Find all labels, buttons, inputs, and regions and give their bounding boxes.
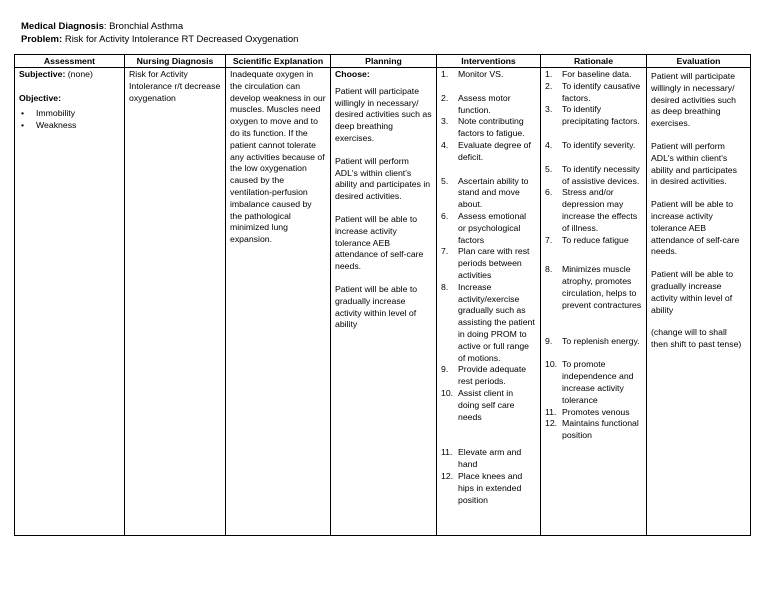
column-header-rationale: Rationale — [541, 55, 647, 68]
list-item — [441, 447, 536, 471]
item-text: To replenish energy. — [562, 335, 640, 346]
rationale-list — [545, 69, 642, 442]
item-text: For baseline data. — [562, 69, 632, 79]
subjective-value: (none) — [65, 69, 93, 79]
item-number: 11. — [545, 406, 557, 417]
list-item — [441, 93, 536, 117]
evaluation-item: Patient will participate willingly in necessary/ desired activities such as deep breathing exercises. — [651, 71, 736, 129]
nursing-care-plan-table — [14, 54, 751, 536]
list-item — [545, 359, 642, 406]
list-item — [441, 69, 536, 81]
list-item: • Immobility — [19, 107, 120, 119]
item-number: 2. — [545, 80, 553, 91]
item-text: Maintains functional position — [562, 418, 639, 441]
list-item — [441, 246, 536, 281]
item-text: Stress and/or depression may increase the effects of illness. — [562, 187, 638, 233]
evaluation-note: (change will to shall then shift to past tense) — [651, 327, 742, 350]
planning-goal: Patient will be able to gradually increase activity within level of ability — [335, 283, 418, 330]
item-number: 5. — [441, 175, 449, 186]
scientific-explanation-cell — [226, 68, 331, 536]
item-text: Minimizes muscle atrophy, promotes circulation, helps to prevent contractures — [562, 264, 642, 310]
planning-goal: Patient will perform ADL's within client's ability and participates in desired activities. — [335, 155, 431, 202]
item-text: Promotes venous — [562, 406, 630, 417]
objective-label: Objective: — [19, 92, 62, 103]
planning-goal: Patient will be able to increase activity tolerance AEB attendance of self-care needs. — [335, 213, 424, 272]
item-number: 7. — [441, 246, 449, 257]
item-number: 10. — [545, 359, 558, 370]
item-text: To identify necessity of assistive devices. — [562, 163, 640, 186]
list-item — [441, 211, 536, 246]
medical-diagnosis-value: : Bronchial Asthma — [103, 21, 184, 32]
list-item — [441, 471, 536, 506]
item-number: 1. — [545, 69, 553, 79]
list-item — [545, 187, 642, 234]
item-text: Increase activity/exercise gradually such as assisting the patient in doing PROM to active or full range of motions. — [458, 281, 535, 363]
item-number: 3. — [545, 104, 553, 115]
scientific-explanation-text: Inadequate oxygen in the circulation can develop weakness in our muscles. Muscles need oxygen to move and to do its function. If the patient cannot tolerate any activities because of the low oxygenation caused by the ventilation-perfusion imbalance caused by the pathological minimized lung expansion. — [230, 69, 326, 245]
item-text: Plan care with rest periods between activities — [458, 246, 530, 280]
item-number: 8. — [545, 264, 553, 275]
list-item: • Weakness — [19, 119, 120, 131]
item-number: 5. — [545, 163, 553, 174]
item-text: To reduce fatigue — [562, 234, 629, 245]
item-text: To promote independence and increase activity tolerance — [562, 359, 634, 405]
medical-diagnosis-line — [21, 21, 183, 33]
table-header-row — [15, 55, 751, 68]
column-header-nursing-diagnosis: Nursing Diagnosis — [125, 55, 226, 68]
list-item — [441, 364, 536, 388]
item-text: To identify precipitating factors. — [562, 104, 640, 127]
item-text: Assess emotional or psychological factors — [458, 210, 527, 245]
list-item — [441, 282, 536, 365]
item-number: 4. — [441, 139, 449, 150]
item-text: Monitor VS. — [458, 69, 504, 79]
item-text: To identify severity. — [562, 139, 636, 150]
item-text: Assess motor function. — [458, 92, 511, 115]
item-text: Elevate arm and hand — [458, 447, 522, 470]
list-item — [545, 69, 642, 81]
rationale-cell — [541, 68, 647, 536]
subjective-line — [19, 69, 120, 81]
problem-value: Risk for Activity Intolerance RT Decreased Oxygenation — [62, 34, 299, 45]
column-header-evaluation: Evaluation — [647, 55, 751, 68]
column-header-scientific-explanation: Scientific Explanation — [226, 55, 331, 68]
item-number: 2. — [441, 92, 449, 103]
list-item — [545, 336, 642, 348]
interventions-cell — [437, 68, 541, 536]
item-number: 6. — [545, 187, 553, 198]
item-number: 8. — [441, 281, 449, 292]
item-number: 3. — [441, 116, 449, 127]
nursing-diagnosis-text: Risk for Activity Intolerance r/t decrease oxygenation — [129, 69, 221, 103]
column-header-interventions: Interventions — [437, 55, 541, 68]
item-text: Evaluate degree of deficit. — [458, 139, 531, 162]
item-text: Place knees and hips in extended position — [458, 470, 523, 505]
interventions-list — [441, 69, 536, 506]
evaluation-item: Patient will be able to gradually increase activity within level of ability — [651, 269, 734, 315]
evaluation-cell — [647, 68, 751, 536]
item-text: Note contributing factors to fatigue. — [458, 116, 525, 139]
list-item — [545, 104, 642, 128]
assessment-cell — [15, 68, 125, 536]
list-item — [545, 164, 642, 188]
table-row — [15, 68, 751, 536]
item-text: Ascertain ability to stand and move about. — [458, 175, 529, 210]
item-number: 10. — [441, 387, 454, 398]
item-number: 1. — [441, 69, 449, 79]
item-number: 12. — [441, 470, 454, 481]
item-number: 4. — [545, 139, 553, 150]
objective-line — [19, 93, 120, 105]
item-text: To identify causative factors. — [562, 80, 641, 103]
evaluation-item: Patient will be able to increase activity tolerance AEB attendance of self-care needs. — [651, 199, 740, 257]
planning-cell — [331, 68, 437, 536]
column-header-planning: Planning — [331, 55, 437, 68]
subjective-label: Subjective: — [19, 69, 66, 79]
medical-diagnosis-label: Medical Diagnosis — [21, 21, 104, 32]
list-item — [545, 418, 642, 442]
problem-line — [21, 34, 298, 46]
list-item — [441, 116, 536, 140]
list-item — [545, 235, 642, 247]
item-text: Assist client in doing self care needs — [458, 387, 515, 422]
evaluation-item: Patient will perform ADL's within client's ability and participates in desired activities. — [651, 140, 737, 187]
planning-goal: Patient will participate willingly in necessary/ desired activities such as deep breathing exercises. — [335, 85, 432, 143]
choose-label: Choose: — [335, 69, 370, 79]
list-item — [545, 264, 642, 311]
item-number: 11. — [441, 447, 453, 458]
item-number: 12. — [545, 418, 558, 429]
list-item — [545, 140, 642, 152]
item-number: 9. — [545, 335, 553, 346]
item-text: Provide adequate rest periods. — [458, 364, 527, 387]
list-item — [441, 140, 536, 164]
objective-list — [19, 107, 120, 131]
item-number: 6. — [441, 210, 449, 221]
item-number: 7. — [545, 234, 553, 245]
list-item — [441, 176, 536, 211]
list-item — [545, 81, 642, 105]
list-item — [441, 388, 536, 423]
list-item — [545, 407, 642, 419]
problem-label: Problem: — [21, 34, 63, 45]
column-header-assessment: Assessment — [15, 55, 125, 68]
item-number: 9. — [441, 364, 449, 375]
nursing-diagnosis-cell — [125, 68, 226, 536]
